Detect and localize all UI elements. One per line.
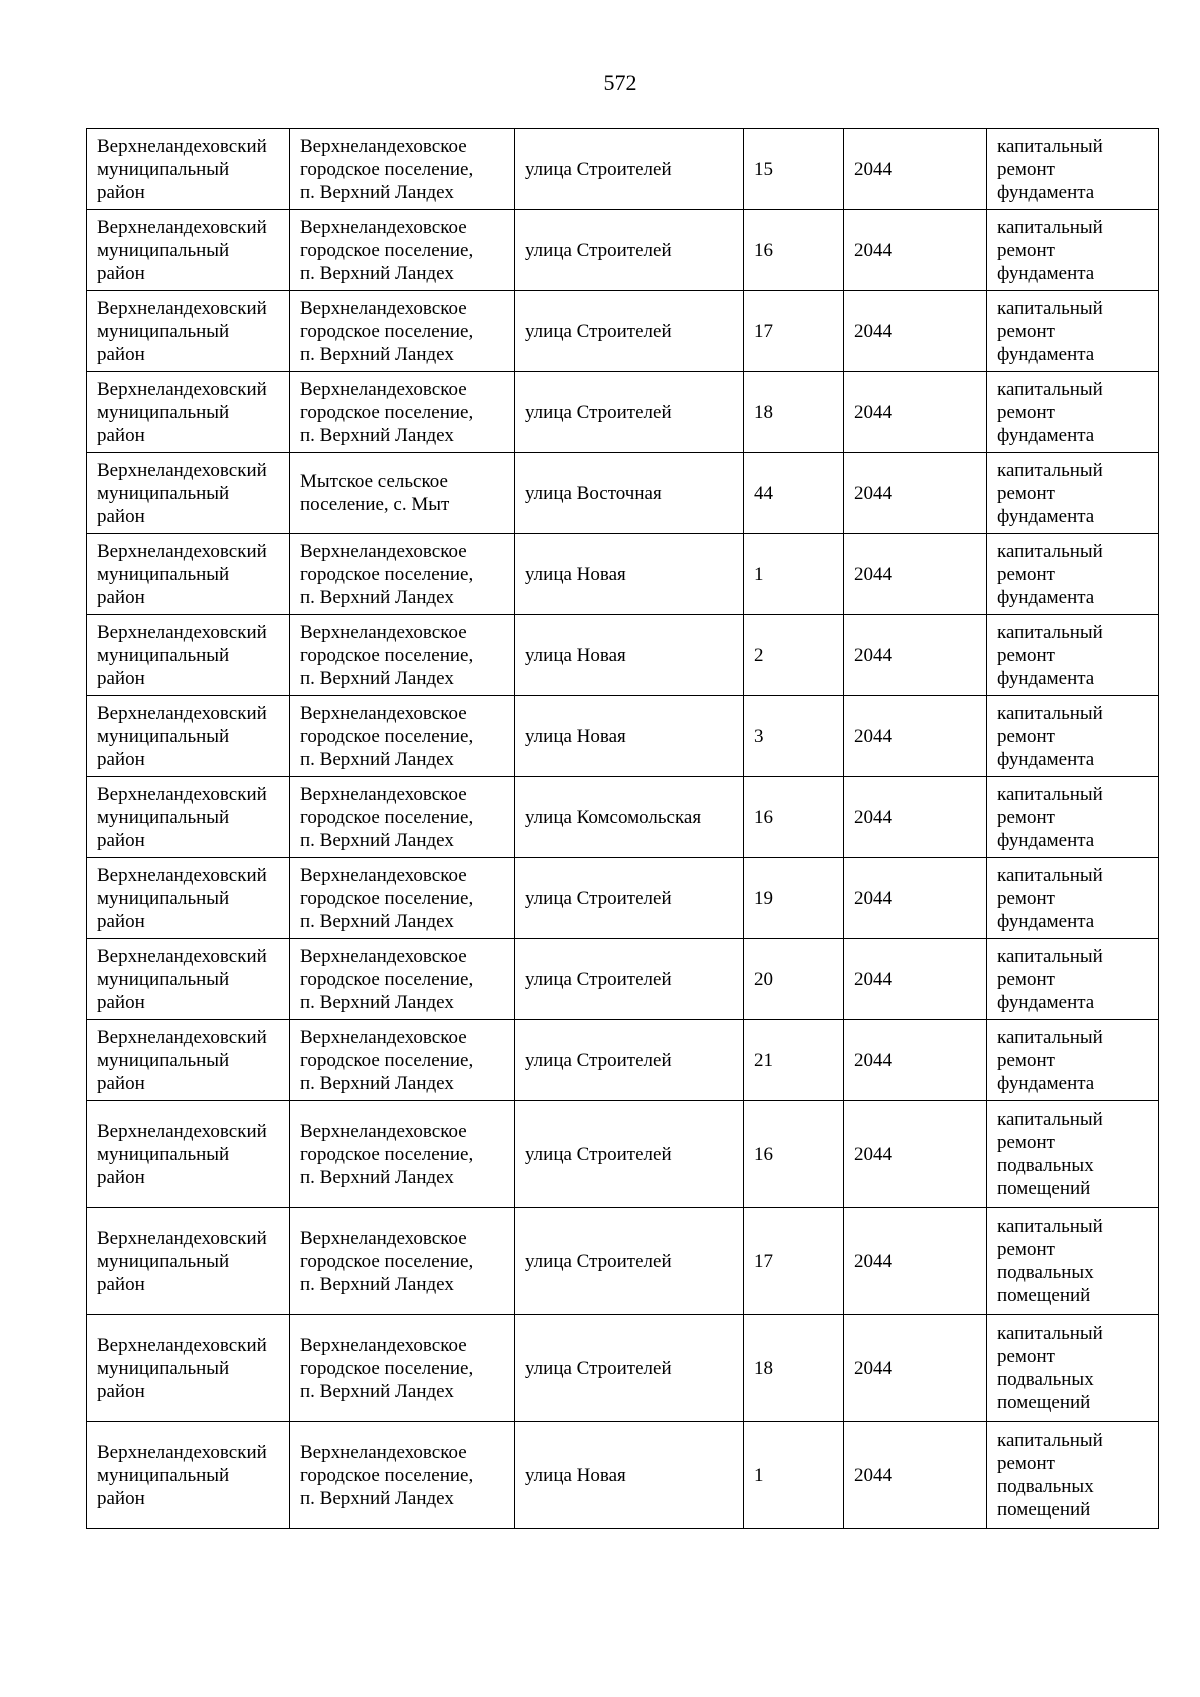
settlement-cell bbox=[290, 453, 515, 534]
work-type-cell bbox=[987, 1101, 1159, 1208]
work-type-cell-text: капитальный ремонт фундамента bbox=[997, 216, 1103, 284]
settlement-cell bbox=[290, 858, 515, 939]
street-cell-text: улица Строителей bbox=[525, 1143, 672, 1165]
street-cell-text: улица Строителей bbox=[525, 401, 672, 423]
settlement-cell bbox=[290, 372, 515, 453]
district-cell bbox=[87, 939, 290, 1020]
work-type-cell bbox=[987, 1315, 1159, 1422]
street-cell bbox=[515, 939, 744, 1020]
district-cell bbox=[87, 858, 290, 939]
settlement-cell bbox=[290, 777, 515, 858]
house-number-cell bbox=[744, 453, 844, 534]
work-type-cell bbox=[987, 1208, 1159, 1315]
house-number-cell-text: 16 bbox=[754, 806, 773, 828]
settlement-cell-text: Верхнеландеховское городское поселение, п. Верхний Ландех bbox=[300, 702, 474, 770]
house-number-cell bbox=[744, 1020, 844, 1101]
work-type-cell-text: капитальный ремонт фундамента bbox=[997, 135, 1103, 203]
work-type-cell bbox=[987, 129, 1159, 210]
street-cell bbox=[515, 453, 744, 534]
year-cell-text: 2044 bbox=[854, 806, 892, 828]
work-type-cell-text: капитальный ремонт подвальных помещений bbox=[997, 1109, 1103, 1199]
table-row bbox=[87, 1208, 1159, 1315]
district-cell-text: Верхнеландеховский муниципальный район bbox=[97, 702, 267, 770]
settlement-cell-text: Верхнеландеховское городское поселение, п. Верхний Ландех bbox=[300, 945, 474, 1013]
street-cell bbox=[515, 291, 744, 372]
street-cell bbox=[515, 1208, 744, 1315]
district-cell-text: Верхнеландеховский муниципальный район bbox=[97, 783, 267, 851]
settlement-cell-text: Верхнеландеховское городское поселение, п. Верхний Ландех bbox=[300, 1120, 474, 1188]
year-cell bbox=[844, 939, 987, 1020]
settlement-cell-text: Верхнеландеховское городское поселение, п. Верхний Ландех bbox=[300, 540, 474, 608]
registry-table bbox=[86, 128, 1159, 1529]
district-cell-text: Верхнеландеховский муниципальный район bbox=[97, 1120, 267, 1188]
year-cell bbox=[844, 858, 987, 939]
district-cell bbox=[87, 1208, 290, 1315]
street-cell-text: улица Новая bbox=[525, 644, 626, 666]
table-row bbox=[87, 939, 1159, 1020]
year-cell-text: 2044 bbox=[854, 482, 892, 504]
district-cell-text: Верхнеландеховский муниципальный район bbox=[97, 297, 267, 365]
settlement-cell-text: Мытское сельское поселение, с. Мыт bbox=[300, 471, 450, 515]
table-row bbox=[87, 1422, 1159, 1529]
table-row bbox=[87, 696, 1159, 777]
street-cell bbox=[515, 696, 744, 777]
year-cell bbox=[844, 534, 987, 615]
table-row bbox=[87, 858, 1159, 939]
street-cell bbox=[515, 372, 744, 453]
house-number-cell bbox=[744, 858, 844, 939]
district-cell-text: Верхнеландеховский муниципальный район bbox=[97, 378, 267, 446]
settlement-cell-text: Верхнеландеховское городское поселение, п. Верхний Ландех bbox=[300, 864, 474, 932]
house-number-cell bbox=[744, 129, 844, 210]
street-cell-text: улица Строителей bbox=[525, 1357, 672, 1379]
year-cell bbox=[844, 1208, 987, 1315]
work-type-cell-text: капитальный ремонт фундамента bbox=[997, 945, 1103, 1013]
settlement-cell-text: Верхнеландеховское городское поселение, п. Верхний Ландех bbox=[300, 783, 474, 851]
settlement-cell bbox=[290, 1101, 515, 1208]
house-number-cell bbox=[744, 210, 844, 291]
street-cell bbox=[515, 534, 744, 615]
work-type-cell bbox=[987, 1422, 1159, 1529]
street-cell-text: улица Строителей bbox=[525, 887, 672, 909]
district-cell bbox=[87, 210, 290, 291]
street-cell bbox=[515, 1101, 744, 1208]
house-number-cell bbox=[744, 534, 844, 615]
work-type-cell-text: капитальный ремонт фундамента bbox=[997, 702, 1103, 770]
settlement-cell-text: Верхнеландеховское городское поселение, п. Верхний Ландех bbox=[300, 216, 474, 284]
work-type-cell bbox=[987, 534, 1159, 615]
house-number-cell-text: 20 bbox=[754, 968, 773, 990]
district-cell bbox=[87, 453, 290, 534]
district-cell bbox=[87, 1422, 290, 1529]
settlement-cell bbox=[290, 291, 515, 372]
district-cell bbox=[87, 777, 290, 858]
house-number-cell bbox=[744, 1422, 844, 1529]
district-cell bbox=[87, 291, 290, 372]
settlement-cell-text: Верхнеландеховское городское поселение, п. Верхний Ландех bbox=[300, 1334, 474, 1402]
house-number-cell bbox=[744, 777, 844, 858]
district-cell-text: Верхнеландеховский муниципальный район bbox=[97, 1441, 267, 1509]
table-row bbox=[87, 1315, 1159, 1422]
district-cell-text: Верхнеландеховский муниципальный район bbox=[97, 459, 267, 527]
street-cell bbox=[515, 1020, 744, 1101]
work-type-cell bbox=[987, 291, 1159, 372]
street-cell-text: улица Строителей bbox=[525, 968, 672, 990]
house-number-cell-text: 3 bbox=[754, 725, 764, 747]
work-type-cell bbox=[987, 696, 1159, 777]
table-row bbox=[87, 534, 1159, 615]
table-row bbox=[87, 453, 1159, 534]
work-type-cell-text: капитальный ремонт фундамента bbox=[997, 459, 1103, 527]
district-cell bbox=[87, 696, 290, 777]
house-number-cell bbox=[744, 372, 844, 453]
house-number-cell-text: 1 bbox=[754, 1464, 764, 1486]
house-number-cell bbox=[744, 1208, 844, 1315]
district-cell bbox=[87, 1020, 290, 1101]
street-cell-text: улица Строителей bbox=[525, 239, 672, 261]
work-type-cell-text: капитальный ремонт фундамента bbox=[997, 297, 1103, 365]
street-cell-text: улица Новая bbox=[525, 725, 626, 747]
district-cell-text: Верхнеландеховский муниципальный район bbox=[97, 540, 267, 608]
house-number-cell-text: 17 bbox=[754, 320, 773, 342]
street-cell bbox=[515, 1315, 744, 1422]
table-row bbox=[87, 777, 1159, 858]
work-type-cell bbox=[987, 210, 1159, 291]
table-row bbox=[87, 1101, 1159, 1208]
year-cell bbox=[844, 372, 987, 453]
house-number-cell-text: 16 bbox=[754, 239, 773, 261]
year-cell-text: 2044 bbox=[854, 1464, 892, 1486]
year-cell-text: 2044 bbox=[854, 644, 892, 666]
year-cell bbox=[844, 777, 987, 858]
district-cell-text: Верхнеландеховский муниципальный район bbox=[97, 216, 267, 284]
district-cell-text: Верхнеландеховский муниципальный район bbox=[97, 621, 267, 689]
settlement-cell bbox=[290, 1208, 515, 1315]
year-cell-text: 2044 bbox=[854, 725, 892, 747]
house-number-cell bbox=[744, 939, 844, 1020]
settlement-cell-text: Верхнеландеховское городское поселение, п. Верхний Ландех bbox=[300, 1441, 474, 1509]
street-cell bbox=[515, 858, 744, 939]
settlement-cell bbox=[290, 696, 515, 777]
year-cell-text: 2044 bbox=[854, 1049, 892, 1071]
work-type-cell bbox=[987, 615, 1159, 696]
settlement-cell bbox=[290, 129, 515, 210]
street-cell bbox=[515, 777, 744, 858]
district-cell-text: Верхнеландеховский муниципальный район bbox=[97, 1026, 267, 1094]
year-cell bbox=[844, 129, 987, 210]
year-cell-text: 2044 bbox=[854, 968, 892, 990]
district-cell bbox=[87, 129, 290, 210]
year-cell bbox=[844, 1020, 987, 1101]
work-type-cell-text: капитальный ремонт фундамента bbox=[997, 621, 1103, 689]
settlement-cell bbox=[290, 615, 515, 696]
settlement-cell-text: Верхнеландеховское городское поселение, п. Верхний Ландех bbox=[300, 135, 474, 203]
street-cell bbox=[515, 615, 744, 696]
work-type-cell bbox=[987, 777, 1159, 858]
house-number-cell bbox=[744, 696, 844, 777]
work-type-cell-text: капитальный ремонт подвальных помещений bbox=[997, 1216, 1103, 1306]
district-cell-text: Верхнеландеховский муниципальный район bbox=[97, 864, 267, 932]
work-type-cell-text: капитальный ремонт фундамента bbox=[997, 864, 1103, 932]
table-row bbox=[87, 1020, 1159, 1101]
house-number-cell-text: 2 bbox=[754, 644, 764, 666]
work-type-cell bbox=[987, 1020, 1159, 1101]
work-type-cell bbox=[987, 858, 1159, 939]
house-number-cell-text: 19 bbox=[754, 887, 773, 909]
year-cell bbox=[844, 1101, 987, 1208]
district-cell bbox=[87, 1315, 290, 1422]
work-type-cell-text: капитальный ремонт фундамента bbox=[997, 540, 1103, 608]
settlement-cell bbox=[290, 1020, 515, 1101]
settlement-cell bbox=[290, 534, 515, 615]
house-number-cell-text: 18 bbox=[754, 401, 773, 423]
street-cell-text: улица Новая bbox=[525, 1464, 626, 1486]
table-row bbox=[87, 291, 1159, 372]
work-type-cell-text: капитальный ремонт подвальных помещений bbox=[997, 1323, 1103, 1413]
house-number-cell bbox=[744, 291, 844, 372]
year-cell bbox=[844, 291, 987, 372]
settlement-cell-text: Верхнеландеховское городское поселение, п. Верхний Ландех bbox=[300, 1026, 474, 1094]
street-cell-text: улица Новая bbox=[525, 563, 626, 585]
district-cell bbox=[87, 615, 290, 696]
year-cell-text: 2044 bbox=[854, 1250, 892, 1272]
settlement-cell bbox=[290, 210, 515, 291]
settlement-cell-text: Верхнеландеховское городское поселение, п. Верхний Ландех bbox=[300, 297, 474, 365]
year-cell-text: 2044 bbox=[854, 1357, 892, 1379]
street-cell-text: улица Строителей bbox=[525, 1049, 672, 1071]
house-number-cell-text: 16 bbox=[754, 1143, 773, 1165]
street-cell-text: улица Строителей bbox=[525, 158, 672, 180]
settlement-cell-text: Верхнеландеховское городское поселение, п. Верхний Ландех bbox=[300, 1227, 474, 1295]
work-type-cell-text: капитальный ремонт фундамента bbox=[997, 1026, 1103, 1094]
house-number-cell bbox=[744, 615, 844, 696]
house-number-cell-text: 17 bbox=[754, 1250, 773, 1272]
work-type-cell bbox=[987, 453, 1159, 534]
work-type-cell-text: капитальный ремонт фундамента bbox=[997, 783, 1103, 851]
house-number-cell-text: 15 bbox=[754, 158, 773, 180]
district-cell-text: Верхнеландеховский муниципальный район bbox=[97, 135, 267, 203]
house-number-cell bbox=[744, 1101, 844, 1208]
table-row bbox=[87, 372, 1159, 453]
table-row bbox=[87, 615, 1159, 696]
year-cell bbox=[844, 696, 987, 777]
table-row bbox=[87, 210, 1159, 291]
street-cell-text: улица Комсомольская bbox=[525, 806, 702, 828]
district-cell-text: Верхнеландеховский муниципальный район bbox=[97, 1334, 267, 1402]
page-number: 572 bbox=[603, 70, 637, 95]
district-cell-text: Верхнеландеховский муниципальный район bbox=[97, 945, 267, 1013]
table-row bbox=[87, 129, 1159, 210]
year-cell bbox=[844, 453, 987, 534]
work-type-cell-text: капитальный ремонт фундамента bbox=[997, 378, 1103, 446]
settlement-cell-text: Верхнеландеховское городское поселение, п. Верхний Ландех bbox=[300, 378, 474, 446]
year-cell-text: 2044 bbox=[854, 1143, 892, 1165]
year-cell-text: 2044 bbox=[854, 887, 892, 909]
settlement-cell bbox=[290, 1422, 515, 1529]
year-cell-text: 2044 bbox=[854, 563, 892, 585]
year-cell bbox=[844, 615, 987, 696]
settlement-cell bbox=[290, 939, 515, 1020]
work-type-cell bbox=[987, 372, 1159, 453]
work-type-cell-text: капитальный ремонт подвальных помещений bbox=[997, 1430, 1103, 1520]
work-type-cell bbox=[987, 939, 1159, 1020]
house-number-cell-text: 21 bbox=[754, 1049, 773, 1071]
settlement-cell-text: Верхнеландеховское городское поселение, п. Верхний Ландех bbox=[300, 621, 474, 689]
registry-table-body bbox=[87, 129, 1159, 1529]
street-cell-text: улица Строителей bbox=[525, 320, 672, 342]
street-cell-text: улица Строителей bbox=[525, 1250, 672, 1272]
house-number-cell-text: 1 bbox=[754, 563, 764, 585]
district-cell bbox=[87, 534, 290, 615]
district-cell bbox=[87, 372, 290, 453]
house-number-cell-text: 18 bbox=[754, 1357, 773, 1379]
house-number-cell-text: 44 bbox=[754, 482, 773, 504]
year-cell-text: 2044 bbox=[854, 320, 892, 342]
street-cell bbox=[515, 1422, 744, 1529]
year-cell-text: 2044 bbox=[854, 158, 892, 180]
street-cell bbox=[515, 129, 744, 210]
house-number-cell bbox=[744, 1315, 844, 1422]
district-cell-text: Верхнеландеховский муниципальный район bbox=[97, 1227, 267, 1295]
year-cell bbox=[844, 1422, 987, 1529]
street-cell-text: улица Восточная bbox=[525, 482, 662, 504]
year-cell bbox=[844, 210, 987, 291]
settlement-cell bbox=[290, 1315, 515, 1422]
street-cell bbox=[515, 210, 744, 291]
year-cell-text: 2044 bbox=[854, 401, 892, 423]
year-cell-text: 2044 bbox=[854, 239, 892, 261]
district-cell bbox=[87, 1101, 290, 1208]
year-cell bbox=[844, 1315, 987, 1422]
